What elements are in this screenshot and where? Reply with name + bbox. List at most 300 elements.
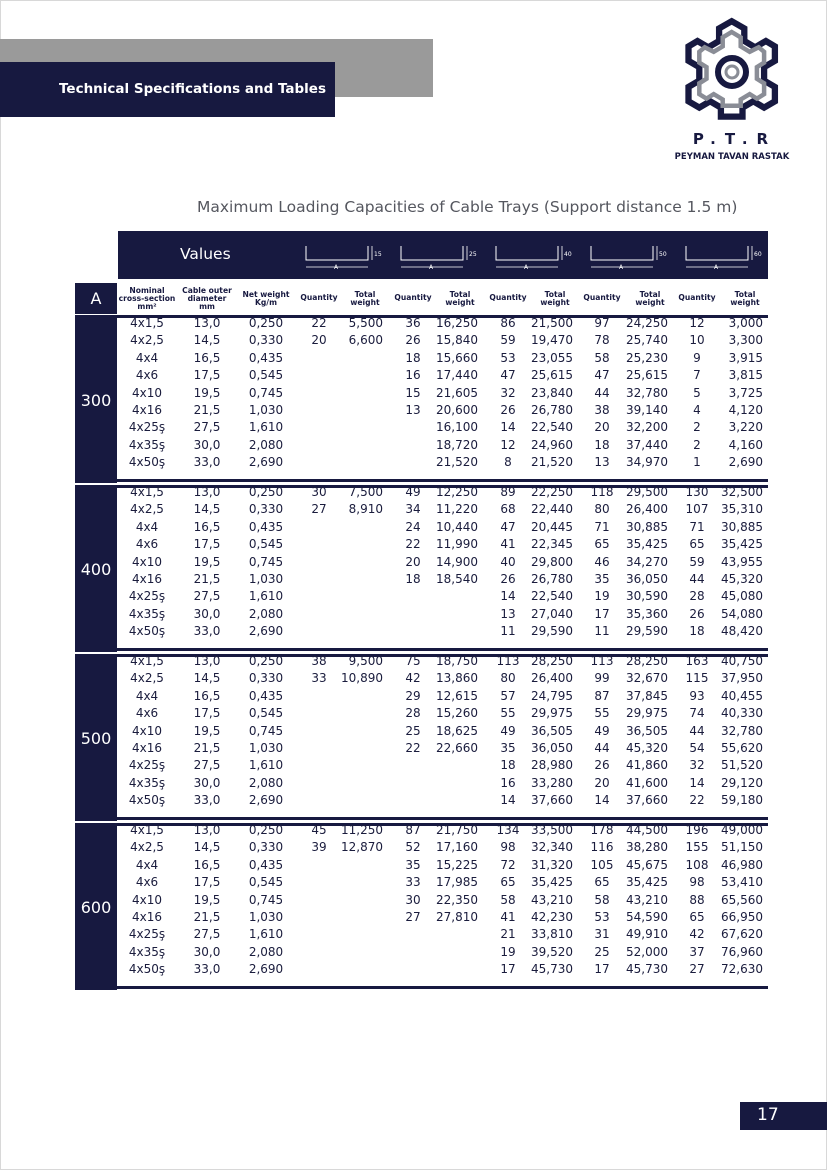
values-label: Values	[180, 245, 231, 263]
cable-section-cell: 4x35ş	[128, 606, 166, 621]
total-weight-cell: 16,100	[436, 420, 478, 435]
total-weight-cell: 32,670	[626, 671, 668, 686]
cable-weight-cell: 0,545	[248, 537, 284, 552]
cable-weight-cell: 0,745	[248, 723, 284, 738]
cable-diameter-cell: 17,5	[193, 537, 221, 552]
quantity-cell: 49	[594, 723, 610, 738]
total-weight-cell: 59,180	[721, 793, 763, 808]
total-weight-cell: 7,500	[348, 485, 383, 499]
cable-weight-cell: 0,745	[248, 554, 284, 569]
total-weight-cell: 37,950	[721, 671, 763, 686]
total-weight-cell: 29,975	[531, 706, 573, 721]
quantity-cell: 10	[689, 333, 705, 348]
cable-diameter-cell: 16,5	[193, 688, 221, 703]
quantity-cell: 52	[405, 840, 421, 855]
quantity-cell: 16	[405, 368, 421, 383]
cable-weight-cell: 0,330	[248, 840, 284, 855]
cable-diameter-cell: 33,0	[193, 624, 221, 639]
cable-section-cell: 4x4	[135, 688, 159, 703]
cable-diameter-cell: 21,5	[193, 572, 221, 586]
cable-section-cell: 4x1,5	[130, 823, 164, 837]
total-weight-cell: 11,250	[341, 823, 383, 837]
quantity-cell: 18	[594, 437, 610, 452]
quantity-cell: 4	[693, 403, 701, 417]
total-weight-cell: 28,980	[531, 758, 573, 773]
total-weight-cell: 44,500	[626, 823, 668, 837]
total-weight-cell: 24,795	[531, 688, 573, 703]
quantity-cell: 46	[594, 554, 610, 569]
cable-weight-cell: 2,690	[248, 455, 284, 470]
quantity-cell: 71	[689, 519, 705, 534]
header-quantity: Quantity	[678, 293, 716, 302]
total-weight-cell: 21,750	[436, 823, 478, 837]
quantity-cell: 44	[689, 572, 705, 586]
cable-weight-cell: 2,080	[248, 775, 284, 790]
cable-diameter-cell: 21,5	[193, 910, 221, 924]
cable-weight-cell: 2,690	[248, 962, 284, 977]
cable-diameter-cell: 17,5	[193, 368, 221, 383]
company-logo	[672, 14, 792, 164]
header-quantity: Quantity	[394, 293, 432, 302]
tray-height-label: 50	[659, 251, 667, 258]
total-weight-cell: 36,505	[626, 723, 668, 738]
cable-diameter-cell: 27,5	[193, 589, 221, 604]
total-weight-cell: 37,845	[626, 688, 668, 703]
cable-section-cell: 4x6	[135, 368, 159, 383]
quantity-cell: 17	[594, 962, 610, 977]
quantity-cell: 65	[594, 875, 610, 890]
total-weight-cell: 43,210	[531, 892, 573, 907]
cable-diameter-cell: 21,5	[193, 741, 221, 755]
quantity-cell: 17	[594, 606, 610, 621]
total-weight-cell: 42,230	[531, 910, 573, 924]
quantity-cell: 113	[590, 654, 614, 668]
quantity-cell: 87	[594, 688, 610, 703]
total-weight-cell: 30,885	[721, 519, 763, 534]
cable-weight-cell: 2,080	[248, 944, 284, 959]
total-weight-cell: 3,915	[728, 350, 763, 365]
cable-section-cell: 4x25ş	[128, 589, 166, 604]
cable-section-cell: 4x16	[131, 741, 162, 755]
quantity-cell: 19	[500, 944, 516, 959]
cable-section-cell: 4x4	[135, 350, 159, 365]
cable-diameter-cell: 19,5	[193, 723, 221, 738]
quantity-cell: 1	[693, 455, 701, 470]
cable-diameter-cell: 27,5	[193, 758, 221, 773]
total-weight-cell: 4,120	[728, 403, 763, 417]
total-weight-cell: 32,340	[531, 840, 573, 855]
cable-diameter-cell: 30,0	[193, 775, 221, 790]
total-weight-cell: 26,400	[626, 502, 668, 517]
total-weight-cell: 43,955	[721, 554, 763, 569]
cable-weight-cell: 0,330	[248, 333, 284, 348]
cable-section-cell: 4x2,5	[130, 840, 164, 855]
cable-section-cell: 4x10	[131, 385, 162, 400]
quantity-cell: 54	[689, 741, 705, 755]
quantity-cell: 47	[500, 368, 516, 383]
cable-diameter-cell: 27,5	[193, 927, 221, 942]
quantity-cell: 75	[405, 654, 421, 668]
tray-dimension-label: A	[714, 264, 719, 271]
cable-section-cell: 4x16	[131, 403, 162, 417]
section-rule	[75, 648, 768, 651]
cable-weight-cell: 0,435	[248, 857, 284, 872]
header-total-weight: Total weight	[540, 290, 570, 307]
quantity-cell: 32	[689, 758, 705, 773]
total-weight-cell: 36,050	[626, 572, 668, 586]
cable-diameter-cell: 17,5	[193, 706, 221, 721]
quantity-cell: 72	[500, 857, 516, 872]
quantity-cell: 26	[689, 606, 705, 621]
quantity-cell: 113	[496, 654, 520, 668]
quantity-cell: 25	[594, 944, 610, 959]
total-weight-cell: 40,455	[721, 688, 763, 703]
cable-section-cell: 4x10	[131, 892, 162, 907]
total-weight-cell: 45,320	[721, 572, 763, 586]
total-weight-cell: 22,250	[531, 485, 573, 499]
quantity-cell: 130	[685, 485, 709, 499]
cable-weight-cell: 0,545	[248, 875, 284, 890]
cable-section-cell: 4x4	[135, 857, 159, 872]
cable-diameter-cell: 13,0	[193, 823, 221, 837]
quantity-cell: 32	[500, 385, 516, 400]
cable-weight-cell: 0,435	[248, 519, 284, 534]
cable-weight-cell: 0,330	[248, 671, 284, 686]
total-weight-cell: 25,615	[531, 368, 573, 383]
total-weight-cell: 16,250	[436, 316, 478, 330]
quantity-cell: 55	[594, 706, 610, 721]
cable-diameter-cell: 30,0	[193, 437, 221, 452]
cable-diameter-cell: 13,0	[193, 316, 221, 330]
total-weight-cell: 11,990	[436, 537, 478, 552]
total-weight-cell: 55,620	[721, 741, 763, 755]
quantity-cell: 80	[594, 502, 610, 517]
header-quantity: Quantity	[583, 293, 621, 302]
quantity-cell: 108	[685, 857, 709, 872]
total-weight-cell: 29,120	[721, 775, 763, 790]
cable-section-cell: 4x50ş	[128, 455, 166, 470]
a-section-label: 400	[75, 487, 117, 652]
quantity-cell: 55	[500, 706, 516, 721]
cable-section-cell: 4x50ş	[128, 793, 166, 808]
quantity-cell: 16	[500, 775, 516, 790]
cable-weight-cell: 2,080	[248, 437, 284, 452]
page-number: 17	[740, 1102, 827, 1130]
header-nominal-cross-section: Nominal cross-section mm²	[118, 286, 176, 311]
cable-diameter-cell: 14,5	[193, 502, 221, 517]
total-weight-cell: 37,660	[626, 793, 668, 808]
quantity-cell: 44	[594, 385, 610, 400]
tray-height-label: 25	[469, 251, 477, 258]
quantity-cell: 2	[693, 437, 701, 452]
total-weight-cell: 29,590	[531, 624, 573, 639]
total-weight-cell: 32,200	[626, 420, 668, 435]
quantity-cell: 12	[500, 437, 516, 452]
total-weight-cell: 53,410	[721, 875, 763, 890]
cable-weight-cell: 1,030	[248, 572, 284, 586]
quantity-cell: 99	[594, 671, 610, 686]
quantity-cell: 35	[405, 857, 421, 872]
quantity-cell: 20	[594, 775, 610, 790]
total-weight-cell: 4,160	[728, 437, 763, 452]
quantity-cell: 14	[689, 775, 705, 790]
total-weight-cell: 22,350	[436, 892, 478, 907]
quantity-cell: 98	[689, 875, 705, 890]
quantity-cell: 15	[405, 385, 421, 400]
total-weight-cell: 27,040	[531, 606, 573, 621]
quantity-cell: 34	[405, 502, 421, 517]
total-weight-cell: 33,280	[531, 775, 573, 790]
quantity-cell: 35	[594, 572, 610, 586]
cable-diameter-cell: 33,0	[193, 962, 221, 977]
total-weight-cell: 3,300	[728, 333, 763, 348]
logo-company-name: PEYMAN TAVAN RASTAK	[674, 152, 790, 162]
total-weight-cell: 24,960	[531, 437, 573, 452]
cable-diameter-cell: 14,5	[193, 333, 221, 348]
total-weight-cell: 18,720	[436, 437, 478, 452]
cable-section-cell: 4x35ş	[128, 437, 166, 452]
cable-weight-cell: 0,545	[248, 368, 284, 383]
total-weight-cell: 19,470	[531, 333, 573, 348]
total-weight-cell: 21,520	[436, 455, 478, 470]
a-section-label: 300	[75, 318, 117, 483]
cable-section-cell: 4x6	[135, 537, 159, 552]
quantity-cell: 11	[500, 624, 516, 639]
cable-diameter-cell: 30,0	[193, 606, 221, 621]
total-weight-cell: 34,270	[626, 554, 668, 569]
total-weight-cell: 22,440	[531, 502, 573, 517]
quantity-cell: 58	[500, 892, 516, 907]
cable-weight-cell: 1,030	[248, 910, 284, 924]
quantity-cell: 58	[594, 350, 610, 365]
total-weight-cell: 48,420	[721, 624, 763, 639]
total-weight-cell: 23,840	[531, 385, 573, 400]
total-weight-cell: 52,000	[626, 944, 668, 959]
total-weight-cell: 29,590	[626, 624, 668, 639]
total-weight-cell: 15,260	[436, 706, 478, 721]
quantity-cell: 78	[594, 333, 610, 348]
quantity-cell: 13	[405, 403, 421, 417]
total-weight-cell: 40,330	[721, 706, 763, 721]
cable-section-cell: 4x10	[131, 554, 162, 569]
gear-icon	[684, 14, 780, 126]
quantity-cell: 14	[594, 793, 610, 808]
quantity-cell: 47	[594, 368, 610, 383]
quantity-cell: 28	[689, 589, 705, 604]
total-weight-cell: 21,520	[531, 455, 573, 470]
header-net-weight: Net weight Kg/m	[242, 290, 290, 307]
quantity-cell: 116	[590, 840, 614, 855]
total-weight-cell: 49,910	[626, 927, 668, 942]
total-weight-cell: 6,600	[348, 333, 383, 348]
total-weight-cell: 22,660	[436, 741, 478, 755]
quantity-cell: 44	[594, 741, 610, 755]
total-weight-cell: 20,600	[436, 403, 478, 417]
total-weight-cell: 8,910	[348, 502, 383, 517]
total-weight-cell: 3,815	[728, 368, 763, 383]
quantity-cell: 44	[689, 723, 705, 738]
quantity-cell: 58	[594, 892, 610, 907]
quantity-cell: 97	[594, 316, 610, 330]
total-weight-cell: 13,860	[436, 671, 478, 686]
total-weight-cell: 29,975	[626, 706, 668, 721]
total-weight-cell: 33,500	[531, 823, 573, 837]
total-weight-cell: 45,730	[626, 962, 668, 977]
total-weight-cell: 51,150	[721, 840, 763, 855]
cable-diameter-cell: 16,5	[193, 857, 221, 872]
cable-weight-cell: 0,545	[248, 706, 284, 721]
cable-weight-cell: 1,610	[248, 420, 284, 435]
cable-weight-cell: 1,030	[248, 403, 284, 417]
total-weight-cell: 3,220	[728, 420, 763, 435]
header-cable-diameter: Cable outer diameter mm	[182, 286, 232, 311]
quantity-cell: 18	[405, 572, 421, 586]
total-weight-cell: 25,740	[626, 333, 668, 348]
cable-section-cell: 4x6	[135, 706, 159, 721]
total-weight-cell: 15,840	[436, 333, 478, 348]
total-weight-cell: 12,250	[436, 485, 478, 499]
total-weight-cell: 23,055	[531, 350, 573, 365]
quantity-cell: 105	[590, 857, 614, 872]
total-weight-cell: 28,250	[626, 654, 668, 668]
total-weight-cell: 29,500	[626, 485, 668, 499]
a-section-label: 600	[75, 825, 117, 990]
total-weight-cell: 32,500	[721, 485, 763, 499]
cable-section-cell: 4x1,5	[130, 485, 164, 499]
quantity-cell: 27	[405, 910, 421, 924]
total-weight-cell: 28,250	[531, 654, 573, 668]
total-weight-cell: 26,400	[531, 671, 573, 686]
total-weight-cell: 17,440	[436, 368, 478, 383]
quantity-cell: 47	[500, 519, 516, 534]
cable-diameter-cell: 16,5	[193, 519, 221, 534]
quantity-cell: 163	[685, 654, 709, 668]
total-weight-cell: 67,620	[721, 927, 763, 942]
tray-height-label: 15	[374, 251, 382, 258]
total-weight-cell: 25,230	[626, 350, 668, 365]
quantity-cell: 26	[500, 572, 516, 586]
cable-section-cell: 4x16	[131, 572, 162, 586]
cable-diameter-cell: 13,0	[193, 654, 221, 668]
tray-height-label: 40	[564, 251, 572, 258]
total-weight-cell: 76,960	[721, 944, 763, 959]
quantity-cell: 65	[594, 537, 610, 552]
quantity-cell: 27	[689, 962, 705, 977]
total-weight-cell: 20,445	[531, 519, 573, 534]
quantity-cell: 27	[311, 502, 327, 517]
cable-weight-cell: 2,690	[248, 793, 284, 808]
header-quantity: Quantity	[300, 293, 338, 302]
total-weight-cell: 45,320	[626, 741, 668, 755]
table-caption: Maximum Loading Capacities of Cable Trays (Support distance 1.5 m)	[197, 198, 738, 216]
quantity-cell: 33	[311, 671, 327, 686]
cable-section-cell: 4x1,5	[130, 654, 164, 668]
tray-dimension-label: A	[524, 264, 529, 271]
quantity-cell: 9	[693, 350, 701, 365]
total-weight-cell: 18,540	[436, 572, 478, 586]
quantity-cell: 71	[594, 519, 610, 534]
cable-weight-cell: 1,610	[248, 589, 284, 604]
cable-weight-cell: 0,250	[248, 485, 284, 499]
total-weight-cell: 15,660	[436, 350, 478, 365]
quantity-cell: 65	[689, 910, 705, 924]
quantity-cell: 11	[594, 624, 610, 639]
cable-diameter-cell: 17,5	[193, 875, 221, 890]
total-weight-cell: 54,080	[721, 606, 763, 621]
quantity-cell: 88	[689, 892, 705, 907]
section-rule	[75, 986, 768, 989]
cable-weight-cell: 1,610	[248, 927, 284, 942]
total-weight-cell: 49,000	[721, 823, 763, 837]
cable-weight-cell: 2,080	[248, 606, 284, 621]
tray-dimension-label: A	[334, 264, 339, 271]
total-weight-cell: 34,970	[626, 455, 668, 470]
total-weight-cell: 40,750	[721, 654, 763, 668]
total-weight-cell: 27,810	[436, 910, 478, 924]
quantity-cell: 41	[500, 537, 516, 552]
total-weight-cell: 37,660	[531, 793, 573, 808]
cable-diameter-cell: 19,5	[193, 554, 221, 569]
quantity-cell: 14	[500, 793, 516, 808]
cable-section-cell: 4x35ş	[128, 775, 166, 790]
total-weight-cell: 54,590	[626, 910, 668, 924]
total-weight-cell: 39,140	[626, 403, 668, 417]
quantity-cell: 14	[500, 420, 516, 435]
quantity-cell: 2	[693, 420, 701, 435]
quantity-cell: 53	[500, 350, 516, 365]
total-weight-cell: 5,500	[348, 316, 383, 330]
quantity-cell: 7	[693, 368, 701, 383]
total-weight-cell: 26,780	[531, 403, 573, 417]
total-weight-cell: 12,615	[436, 688, 478, 703]
quantity-cell: 12	[689, 316, 705, 330]
quantity-cell: 5	[693, 385, 701, 400]
quantity-cell: 36	[405, 316, 421, 330]
cable-weight-cell: 1,610	[248, 758, 284, 773]
cable-diameter-cell: 14,5	[193, 671, 221, 686]
total-weight-cell: 21,500	[531, 316, 573, 330]
cable-section-cell: 4x25ş	[128, 420, 166, 435]
total-weight-cell: 41,600	[626, 775, 668, 790]
quantity-cell: 65	[689, 537, 705, 552]
cable-section-cell: 4x35ş	[128, 944, 166, 959]
quantity-cell: 89	[500, 485, 516, 499]
cable-section-cell: 4x4	[135, 519, 159, 534]
total-weight-cell: 51,520	[721, 758, 763, 773]
quantity-cell: 65	[500, 875, 516, 890]
total-weight-cell: 33,810	[531, 927, 573, 942]
quantity-cell: 68	[500, 502, 516, 517]
cable-section-cell: 4x6	[135, 875, 159, 890]
cable-section-cell: 4x25ş	[128, 758, 166, 773]
cable-weight-cell: 0,435	[248, 350, 284, 365]
quantity-cell: 20	[594, 420, 610, 435]
total-weight-cell: 22,540	[531, 420, 573, 435]
cable-diameter-cell: 21,5	[193, 403, 221, 417]
quantity-cell: 38	[594, 403, 610, 417]
quantity-cell: 8	[504, 455, 512, 470]
cable-weight-cell: 2,690	[248, 624, 284, 639]
total-weight-cell: 72,630	[721, 962, 763, 977]
total-weight-cell: 31,320	[531, 857, 573, 872]
cable-weight-cell: 0,745	[248, 385, 284, 400]
header-total-weight: Total weight	[635, 290, 665, 307]
tray-dimension-label: A	[619, 264, 624, 271]
quantity-cell: 45	[311, 823, 327, 837]
quantity-cell: 25	[405, 723, 421, 738]
total-weight-cell: 2,690	[728, 455, 763, 470]
total-weight-cell: 26,780	[531, 572, 573, 586]
